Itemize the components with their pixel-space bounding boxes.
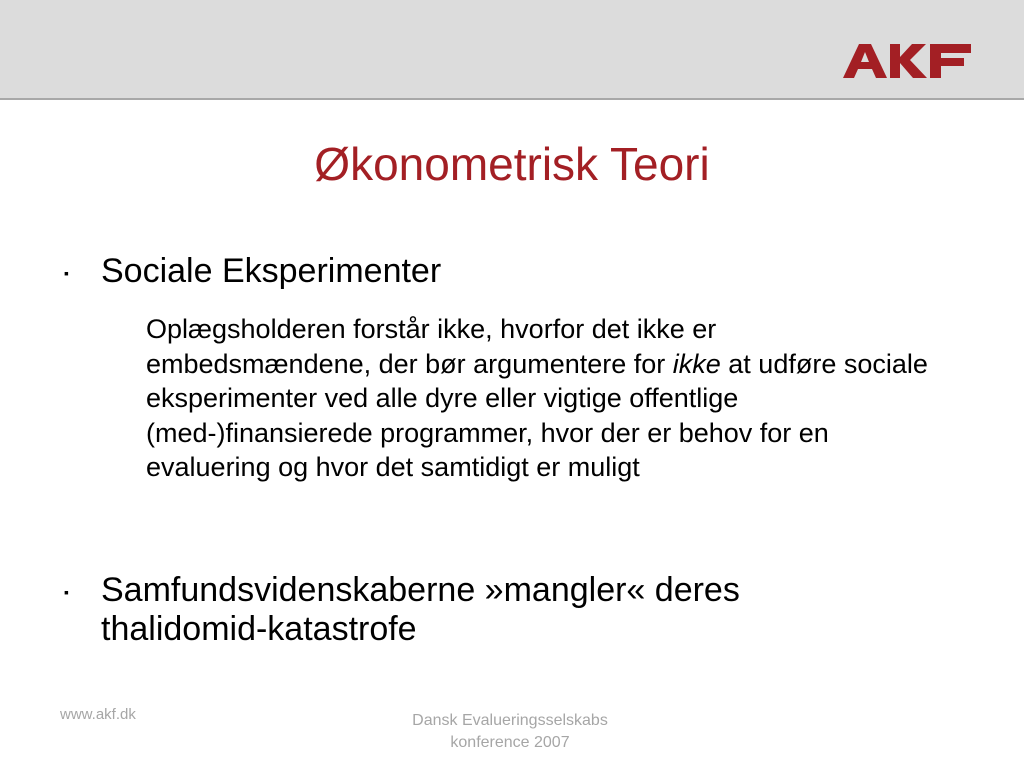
quote-text-after: at udføre sociale eksperimenter ved alle dyre eller vigtige offentlige (med-)finansierede programmer, hvor der er behov for en evaluering og hvor det samtidigt er muligt [146, 348, 928, 483]
footer-url: www.akf.dk [60, 706, 136, 723]
quote-paragraph [146, 312, 936, 485]
quote-text-before: Oplægsholderen forstår ikke, hvorfor det ikke er embedsmændene, der bør argumentere for [146, 314, 717, 379]
header-band [0, 0, 1024, 100]
bullet-sociale-eksperimenter: Sociale Eksperimenter [101, 252, 442, 290]
quote-emphasis: ikke [672, 348, 721, 379]
bullet-marker: ▪ [64, 584, 69, 600]
bullet-samfundsvidenskaberne: Samfundsvidenskaberne »mangler« deres thalidomid-katastrofe [101, 571, 740, 648]
logo-letter-f [930, 44, 971, 78]
akf-logo [843, 44, 971, 78]
logo-letter-a [843, 44, 887, 78]
footer-conference-line2: konference 2007 [450, 734, 570, 751]
bullet-marker: ▪ [64, 265, 69, 281]
footer-conference-line1: Dansk Evalueringsselskabs [412, 712, 608, 729]
logo-letter-k [890, 44, 927, 78]
footer-conference [360, 710, 660, 754]
slide-title: Økonometrisk Teori [314, 138, 710, 190]
